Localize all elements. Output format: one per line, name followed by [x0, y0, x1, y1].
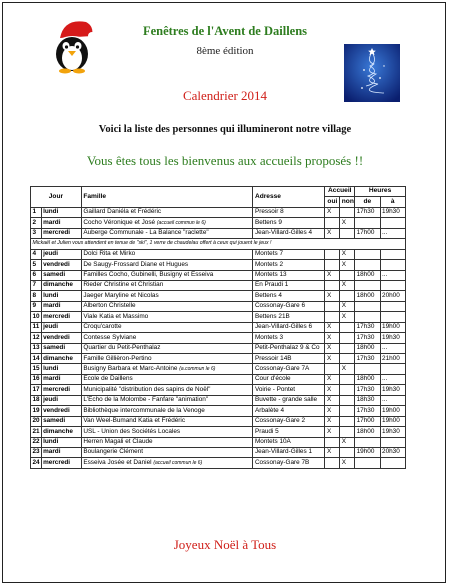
note-row	[31, 239, 406, 249]
accueil-non-cell	[340, 322, 355, 332]
accueil-non-cell: X	[340, 437, 355, 447]
day-name: vendredi	[41, 260, 81, 270]
day-number: 22	[31, 437, 42, 447]
family-cell: Rieder Christine et Christian	[81, 280, 253, 290]
heure-a-cell: ...	[380, 395, 405, 405]
family-cell: Boulangerie Clément	[81, 447, 253, 457]
table-row	[31, 385, 406, 395]
heure-de-cell	[355, 280, 380, 290]
table-row	[31, 228, 406, 238]
accueil-oui-cell: X	[325, 343, 340, 353]
header-accueil: Accueil	[325, 187, 355, 197]
day-name: jeudi	[41, 322, 81, 332]
header-jour: Jour	[31, 187, 82, 208]
day-number: 23	[31, 447, 42, 457]
accueil-non-cell: X	[340, 312, 355, 322]
heure-a-cell: 21h00	[380, 354, 405, 364]
welcome-text: Vous êtes tous les bienvenus aux accueils proposés !!	[86, 153, 364, 168]
address-cell: Buvette - grande salle	[253, 395, 325, 405]
day-number: 12	[31, 333, 42, 343]
table-row	[31, 427, 406, 437]
accueil-oui-cell: X	[325, 385, 340, 395]
table-row	[31, 218, 406, 228]
family-cell: Viale Katia et Massimo	[81, 312, 253, 322]
day-name: dimanche	[41, 427, 81, 437]
heure-de-cell	[355, 437, 380, 447]
accueil-oui-cell: X	[325, 395, 340, 405]
address-cell: Arbalète 4	[253, 406, 325, 416]
day-number: 16	[31, 374, 42, 384]
day-number: 4	[31, 249, 42, 259]
heure-a-cell: ...	[380, 270, 405, 280]
accueil-oui-cell	[325, 437, 340, 447]
day-name: mercredi	[41, 312, 81, 322]
family-cell: L'Echo de la Molombe - Fanfare "animation"	[81, 395, 253, 405]
accueil-oui-cell: X	[325, 447, 340, 457]
address-cell: Jean-Villard-Gilles 1	[253, 447, 325, 457]
day-name: jeudi	[41, 395, 81, 405]
family-cell: Gaillard Daniéla et Frédéric	[81, 207, 253, 217]
accueil-non-cell	[340, 427, 355, 437]
heure-a-cell	[380, 364, 405, 374]
address-cell: Cossonay-Gare 6	[253, 301, 325, 311]
accueil-non-cell: X	[340, 458, 355, 468]
header-famille: Famille	[81, 187, 253, 208]
heure-a-cell	[380, 218, 405, 228]
address-cell: Montets 2	[253, 260, 325, 270]
family-note: (a.commun le 6)	[179, 365, 216, 372]
day-number: 17	[31, 385, 42, 395]
day-name: mercredi	[41, 458, 81, 468]
table-header-row	[31, 187, 406, 197]
address-cell: Petit-Penthalaz 9 & Co	[253, 343, 325, 353]
day-number: 2	[31, 218, 42, 228]
accueil-oui-cell: X	[325, 406, 340, 416]
heure-a-cell	[380, 249, 405, 259]
heure-de-cell: 17h00	[355, 228, 380, 238]
page-title: Fenêtres de l'Avent de Daillens	[142, 24, 308, 38]
accueil-non-cell: X	[340, 260, 355, 270]
day-number: 21	[31, 427, 42, 437]
note-text: Mickaël et Julien vous attendent en tenue de "ski", 1 verre de chaudelau offert à ceux qui jouent le jeux !	[31, 239, 406, 249]
accueil-non-cell	[340, 291, 355, 301]
day-number: 14	[31, 354, 42, 364]
table-row	[31, 458, 406, 468]
day-name: mardi	[41, 218, 81, 228]
heure-de-cell: 18h00	[355, 374, 380, 384]
family-cell: Esseiva Josée et Daniel (accueil commun le 6)	[81, 458, 253, 468]
day-number: 6	[31, 270, 42, 280]
accueil-oui-cell: X	[325, 291, 340, 301]
accueil-non-cell	[340, 228, 355, 238]
table-row	[31, 364, 406, 374]
accueil-oui-cell	[325, 458, 340, 468]
heure-a-cell: ...	[380, 228, 405, 238]
accueil-oui-cell: X	[325, 207, 340, 217]
heure-de-cell: 18h00	[355, 427, 380, 437]
day-number: 10	[31, 312, 42, 322]
heure-a-cell: 19h30	[380, 207, 405, 217]
family-cell: Alberton Christelle	[81, 301, 253, 311]
accueil-non-cell	[340, 343, 355, 353]
header-a: à	[380, 197, 405, 207]
day-name: mardi	[41, 301, 81, 311]
accueil-non-cell	[340, 416, 355, 426]
accueil-oui-cell	[325, 312, 340, 322]
address-cell: Praudi 5	[253, 427, 325, 437]
heure-de-cell: 17h30	[355, 207, 380, 217]
heure-de-cell: 17h30	[355, 333, 380, 343]
accueil-non-cell	[340, 385, 355, 395]
accueil-non-cell: X	[340, 364, 355, 374]
family-cell: Contesse Sylviane	[81, 333, 253, 343]
heure-a-cell: 19h00	[380, 322, 405, 332]
table-row	[31, 333, 406, 343]
heure-de-cell	[355, 312, 380, 322]
day-name: mercredi	[41, 385, 81, 395]
day-name: samedi	[41, 416, 81, 426]
family-cell: De Saugy-Frossard Diane et Hugues	[81, 260, 253, 270]
address-cell: Cossonay-Gare 7A	[253, 364, 325, 374]
address-cell: Cossonay-Gare 2	[253, 416, 325, 426]
edition-label: 8ème édition	[196, 45, 254, 57]
accueil-oui-cell: X	[325, 270, 340, 280]
heure-de-cell	[355, 301, 380, 311]
table-row	[31, 354, 406, 364]
day-name: lundi	[41, 437, 81, 447]
day-number: 13	[31, 343, 42, 353]
table-row	[31, 406, 406, 416]
day-name: mardi	[41, 374, 81, 384]
heure-de-cell	[355, 458, 380, 468]
accueil-oui-cell	[325, 364, 340, 374]
heure-a-cell: 19h30	[380, 427, 405, 437]
day-number: 19	[31, 406, 42, 416]
accueil-oui-cell	[325, 249, 340, 259]
header-oui: oui	[325, 197, 340, 207]
address-cell: Voirie - Pontet	[253, 385, 325, 395]
accueil-oui-cell: X	[325, 333, 340, 343]
day-name: dimanche	[41, 354, 81, 364]
family-cell: Famille Gillièron-Pertino	[81, 354, 253, 364]
heure-de-cell	[355, 260, 380, 270]
heure-a-cell	[380, 437, 405, 447]
address-cell: Pressoir 8	[253, 207, 325, 217]
header-heures: Heures	[355, 187, 406, 197]
heure-a-cell	[380, 301, 405, 311]
accueil-oui-cell	[325, 260, 340, 270]
closing-text: Joyeux Noël à Tous	[173, 537, 277, 552]
table-row	[31, 322, 406, 332]
heure-a-cell: ...	[380, 374, 405, 384]
address-cell: Montets 7	[253, 249, 325, 259]
address-cell: Jean-Villard-Gilles 6	[253, 322, 325, 332]
family-cell: Auberge Communale - La Balance "raclette"	[81, 228, 253, 238]
address-cell: Bettens 4	[253, 291, 325, 301]
day-number: 7	[31, 280, 42, 290]
accueil-non-cell: X	[340, 301, 355, 311]
day-number: 20	[31, 416, 42, 426]
heure-de-cell: 18h00	[355, 270, 380, 280]
table-row	[31, 291, 406, 301]
accueil-oui-cell: X	[325, 354, 340, 364]
heure-de-cell: 18h30	[355, 395, 380, 405]
address-cell: En Praudi 1	[253, 280, 325, 290]
accueil-non-cell: X	[340, 249, 355, 259]
accueil-non-cell	[340, 207, 355, 217]
day-number: 11	[31, 322, 42, 332]
family-cell: Dolci Rita et Mirko	[81, 249, 253, 259]
address-cell: Bettens 21B	[253, 312, 325, 322]
day-name: samedi	[41, 343, 81, 353]
day-number: 24	[31, 458, 42, 468]
table-row	[31, 270, 406, 280]
family-cell: Bibliothèque intercommunale de la Venoge	[81, 406, 253, 416]
heure-de-cell: 17h30	[355, 354, 380, 364]
day-number: 18	[31, 395, 42, 405]
address-cell: Bettens 9	[253, 218, 325, 228]
accueil-non-cell	[340, 406, 355, 416]
day-number: 5	[31, 260, 42, 270]
heure-a-cell	[380, 260, 405, 270]
family-cell: Municipalité "distribution des sapins de Noël"	[81, 385, 253, 395]
accueil-oui-cell	[325, 301, 340, 311]
address-cell: Cour d'école	[253, 374, 325, 384]
day-number: 15	[31, 364, 42, 374]
day-name: lundi	[41, 364, 81, 374]
family-cell: Familles Cocho, Gubinelli, Busigny et Esseiva	[81, 270, 253, 280]
heure-a-cell: 19h30	[380, 333, 405, 343]
table-row	[31, 343, 406, 353]
family-note: (accueil commun le 6)	[153, 459, 203, 466]
table-row	[31, 416, 406, 426]
day-name: lundi	[41, 207, 81, 217]
heure-de-cell: 17h30	[355, 385, 380, 395]
heure-de-cell: 17h30	[355, 406, 380, 416]
table-row	[31, 207, 406, 217]
day-name: lundi	[41, 291, 81, 301]
family-cell: Busigny Barbara et Marc-Antoine (a.commun le 6)	[81, 364, 253, 374]
day-number: 3	[31, 228, 42, 238]
heure-a-cell: 19h00	[380, 416, 405, 426]
accueil-non-cell	[340, 270, 355, 280]
heure-a-cell	[380, 458, 405, 468]
heure-de-cell: 17h30	[355, 322, 380, 332]
heure-a-cell: 20h30	[380, 447, 405, 457]
family-cell: Ecole de Daillens	[81, 374, 253, 384]
family-cell: Cocho Véronique et José (accueil commun le 6)	[81, 218, 253, 228]
day-number: 9	[31, 301, 42, 311]
accueil-non-cell	[340, 374, 355, 384]
family-cell: Jaeger Maryline et Nicolas	[81, 291, 253, 301]
day-number: 1	[31, 207, 42, 217]
family-cell: USL - Union des Sociétés Locales	[81, 427, 253, 437]
accueil-non-cell	[340, 354, 355, 364]
address-cell: Pressoir 14B	[253, 354, 325, 364]
day-name: vendredi	[41, 406, 81, 416]
table-row	[31, 395, 406, 405]
accueil-oui-cell: X	[325, 322, 340, 332]
day-name: mardi	[41, 447, 81, 457]
family-cell: Van Weel-Bumand Katia et Frédéric	[81, 416, 253, 426]
heure-de-cell	[355, 364, 380, 374]
table-row	[31, 260, 406, 270]
heure-de-cell: 19h00	[355, 447, 380, 457]
heure-de-cell	[355, 218, 380, 228]
heure-a-cell: 19h00	[380, 406, 405, 416]
header-non: non	[340, 197, 355, 207]
heure-a-cell: 20h00	[380, 291, 405, 301]
heure-de-cell	[355, 249, 380, 259]
heure-a-cell	[380, 312, 405, 322]
day-name: samedi	[41, 270, 81, 280]
accueil-oui-cell	[325, 280, 340, 290]
family-cell: Croqu'carotte	[81, 322, 253, 332]
address-cell: Montets 3	[253, 333, 325, 343]
heure-a-cell: ...	[380, 343, 405, 353]
accueil-non-cell	[340, 333, 355, 343]
family-note: (accueil commun le 6)	[156, 219, 206, 226]
heure-a-cell	[380, 280, 405, 290]
accueil-oui-cell: X	[325, 228, 340, 238]
accueil-non-cell: X	[340, 280, 355, 290]
table-row	[31, 312, 406, 322]
accueil-oui-cell: X	[325, 416, 340, 426]
accueil-oui-cell: X	[325, 374, 340, 384]
table-row	[31, 447, 406, 457]
address-cell: Montets 13	[253, 270, 325, 280]
address-cell: Montets 10A	[253, 437, 325, 447]
day-name: jeudi	[41, 249, 81, 259]
accueil-oui-cell: X	[325, 427, 340, 437]
day-name: vendredi	[41, 333, 81, 343]
table-row	[31, 301, 406, 311]
header-adresse: Adresse	[253, 187, 325, 208]
table-row	[31, 280, 406, 290]
address-cell: Cossonay-Gare 7B	[253, 458, 325, 468]
day-number: 8	[31, 291, 42, 301]
day-name: dimanche	[41, 280, 81, 290]
family-cell: Quartier du Petit-Penthalaz	[81, 343, 253, 353]
santa-penguin-icon	[42, 16, 102, 74]
heure-a-cell: 19h30	[380, 385, 405, 395]
heure-de-cell: 18h00	[355, 291, 380, 301]
address-cell: Jean-Villard-Gilles 4	[253, 228, 325, 238]
intro-text: Voici la liste des personnes qui illumineront notre village	[98, 124, 352, 135]
heure-de-cell: 17h00	[355, 416, 380, 426]
day-name: mercredi	[41, 228, 81, 238]
table-row	[31, 249, 406, 259]
calendar-table	[30, 186, 406, 469]
accueil-non-cell	[340, 447, 355, 457]
header-de: de	[355, 197, 380, 207]
accueil-non-cell	[340, 395, 355, 405]
accueil-oui-cell	[325, 218, 340, 228]
accueil-non-cell: X	[340, 218, 355, 228]
family-cell: Herren Magali et Claude	[81, 437, 253, 447]
table-row	[31, 374, 406, 384]
heure-de-cell: 18h00	[355, 343, 380, 353]
calendar-heading: Calendrier 2014	[182, 88, 268, 103]
table-row	[31, 437, 406, 447]
